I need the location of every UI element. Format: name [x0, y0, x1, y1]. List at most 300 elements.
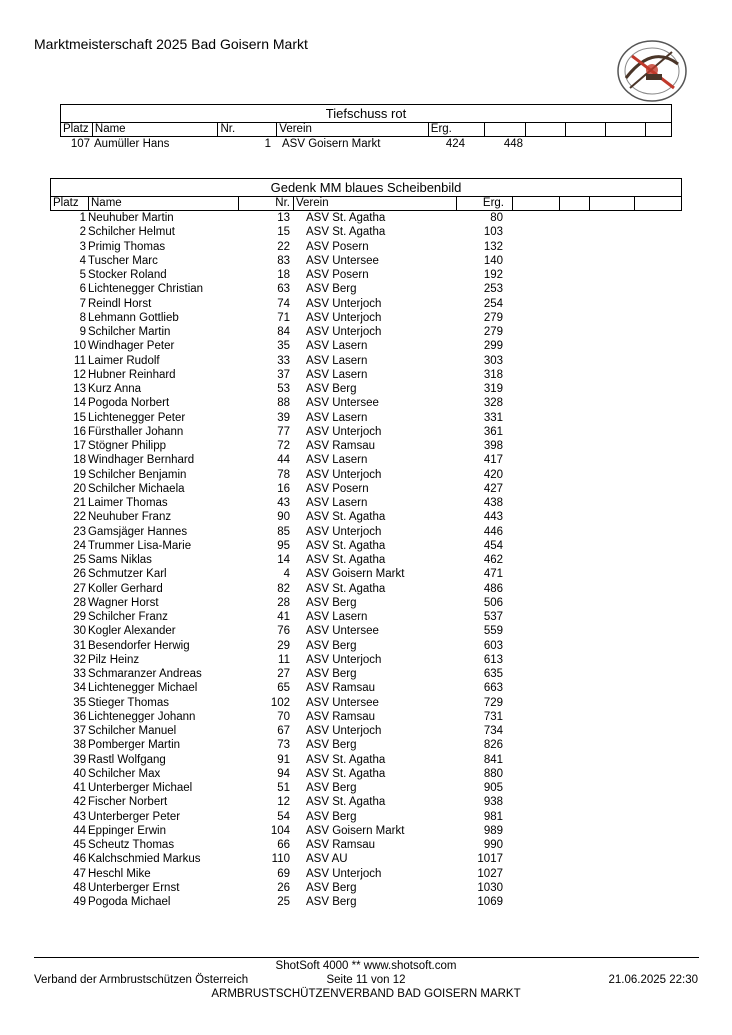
- col-header-nr: Nr.: [239, 197, 294, 210]
- table-row: [50, 824, 682, 838]
- cell-nr: 26: [277, 881, 290, 894]
- cell-name: Pogoda Norbert: [88, 397, 170, 410]
- cell-nr: 16: [277, 482, 290, 495]
- cell-nr: 4: [283, 568, 290, 581]
- cell-name: Fürsthaller Johann: [88, 425, 184, 438]
- cell-platz: 11: [74, 354, 86, 367]
- cell-name: Pogoda Michael: [88, 896, 171, 908]
- cell-verein: ASV Unterjoch: [306, 311, 382, 324]
- cell-name: Scheutz Thomas: [88, 839, 175, 851]
- cell-nr: 78: [277, 468, 290, 481]
- cell-name: Reindl Horst: [88, 297, 152, 310]
- cell-name: Unterberger Ernst: [88, 881, 180, 894]
- cell-name: Tuscher Marc: [88, 254, 158, 267]
- table-row: [50, 453, 682, 467]
- cell-platz: 25: [73, 554, 86, 566]
- cell-name: Kurz Anna: [88, 383, 142, 395]
- cell-name: Stieger Thomas: [88, 696, 169, 709]
- cell-erg: 731: [483, 710, 503, 723]
- footer-club: ARMBRUSTSCHÜTZENVERBAND BAD GOISERN MARKT: [211, 988, 521, 1000]
- section-tiefschuss: [60, 104, 672, 151]
- cell-platz: 6: [79, 283, 86, 296]
- col-header-empty: [513, 197, 560, 210]
- cell-name: Lichtenegger Michael: [88, 682, 198, 695]
- col-header-empty: [646, 123, 671, 136]
- cell-nr: 110: [271, 853, 290, 866]
- cell-name: Lehmann Gottlieb: [88, 311, 179, 324]
- cell-platz: 27: [73, 582, 86, 595]
- cell-nr: 51: [277, 782, 290, 794]
- cell-verein: ASV Untersee: [306, 696, 379, 709]
- table-row: [50, 482, 682, 496]
- cell-verein: ASV Berg: [306, 881, 357, 894]
- cell-verein: ASV Untersee: [306, 397, 379, 410]
- col-header-nr: Nr.: [218, 123, 277, 136]
- cell-erg: 1030: [477, 881, 503, 894]
- cell-verein: ASV Berg: [306, 810, 357, 823]
- cell-verein: ASV Lasern: [306, 354, 368, 367]
- cell-erg: 140: [483, 254, 503, 267]
- cell-name: Lichtenegger Johann: [88, 710, 196, 723]
- cell-platz: 32: [73, 653, 86, 666]
- col-header-name: Name: [93, 123, 219, 136]
- table-row: [50, 496, 682, 510]
- cell-platz: 5: [79, 269, 86, 281]
- cell-platz: 4: [79, 254, 86, 267]
- cell-platz: 17: [73, 440, 86, 452]
- cell-nr: 25: [277, 896, 290, 908]
- cell-verein: ASV Berg: [306, 739, 357, 752]
- cell-name: Stögner Philipp: [88, 440, 166, 452]
- table-row: [50, 624, 682, 638]
- cell-erg: 328: [483, 397, 503, 410]
- section-title: Gedenk MM blaues Scheibenbild: [50, 178, 682, 196]
- cell-nr: 88: [277, 397, 290, 410]
- col-header-empty: [526, 123, 566, 136]
- table-row: [50, 696, 682, 710]
- cell-erg: 663: [483, 682, 503, 695]
- cell-nr: 28: [277, 596, 290, 609]
- cell-erg: 318: [483, 368, 503, 381]
- cell-erg: 192: [483, 269, 503, 281]
- table-row: [50, 411, 682, 425]
- cell-nr: 41: [277, 611, 290, 623]
- footer-divider: [34, 957, 699, 958]
- cell-name: Kalchschmied Markus: [88, 853, 201, 866]
- table-body: [60, 137, 672, 151]
- cell-name: Primig Thomas: [88, 240, 166, 253]
- cell-platz: 24: [73, 539, 86, 552]
- cell-name: Eppinger Erwin: [88, 824, 166, 837]
- cell-verein: ASV Lasern: [306, 411, 368, 424]
- cell-erg: 279: [483, 311, 503, 324]
- cell-erg: 938: [483, 796, 503, 809]
- cell-name: Neuhuber Martin: [88, 212, 174, 224]
- cell-name: Schilcher Benjamin: [88, 468, 187, 481]
- cell-name: Hubner Reinhard: [88, 368, 176, 381]
- cell-platz: 13: [73, 383, 86, 395]
- cell-verein: ASV Posern: [306, 240, 369, 253]
- cell-erg: 1069: [477, 896, 503, 908]
- cell-verein: ASV Unterjoch: [306, 725, 382, 737]
- cell-verein: ASV Berg: [306, 639, 357, 652]
- cell-platz: 12: [73, 368, 86, 381]
- col-header-empty: [606, 123, 646, 136]
- cell-erg: 880: [483, 767, 503, 780]
- cell-erg: 1017: [477, 853, 503, 866]
- cell-erg: 506: [483, 596, 503, 609]
- cell-nr: 22: [277, 240, 290, 253]
- cell-platz: 38: [73, 739, 86, 752]
- cell-name: Lichtenegger Peter: [88, 411, 186, 424]
- cell-verein: ASV Goisern Markt: [306, 568, 405, 581]
- cell-platz: 3: [79, 240, 86, 253]
- cell-nr: 67: [277, 725, 290, 737]
- cell-platz: 2: [79, 226, 86, 239]
- cell-name: Kogler Alexander: [88, 625, 176, 638]
- cell-nr: 69: [277, 867, 290, 880]
- cell-erg: 826: [483, 739, 503, 752]
- cell-platz: 7: [79, 297, 86, 310]
- cell-erg: 427: [483, 482, 503, 495]
- cell-verein: ASV Unterjoch: [306, 867, 382, 880]
- cell-name: Unterberger Michael: [88, 782, 193, 794]
- cell-nr: 1: [264, 138, 271, 150]
- cell-platz: 8: [79, 311, 86, 324]
- col-header-empty: [560, 197, 590, 210]
- cell-platz: 34: [73, 682, 86, 695]
- table-row: [60, 137, 672, 151]
- cell-nr: 44: [277, 454, 290, 467]
- cell-platz: 39: [73, 753, 86, 766]
- cell-verein: ASV Unterjoch: [306, 297, 382, 310]
- cell-erg: 331: [483, 411, 503, 424]
- cell-erg2: 448: [503, 138, 523, 150]
- cell-name: Schilcher Martin: [88, 326, 171, 338]
- cell-erg: 424: [445, 138, 465, 150]
- cell-erg: 905: [483, 782, 503, 794]
- cell-platz: 33: [73, 668, 86, 680]
- table-row: [50, 368, 682, 382]
- table-header: [60, 122, 672, 137]
- cell-name: Laimer Thomas: [88, 497, 168, 509]
- cell-name: Koller Gerhard: [88, 582, 163, 595]
- cell-verein: ASV Berg: [306, 596, 357, 609]
- cell-platz: 9: [79, 326, 86, 338]
- cell-verein: ASV Lasern: [306, 611, 368, 623]
- cell-verein: ASV Lasern: [306, 454, 368, 467]
- cell-erg: 1027: [477, 867, 503, 880]
- cell-verein: ASV St. Agatha: [306, 226, 386, 239]
- cell-platz: 47: [73, 867, 86, 880]
- cell-verein: ASV Unterjoch: [306, 468, 382, 481]
- table-row: [50, 425, 682, 439]
- cell-verein: ASV Berg: [306, 782, 357, 794]
- table-row: [50, 439, 682, 453]
- cell-name: Heschl Mike: [88, 867, 151, 880]
- section-title: Tiefschuss rot: [60, 104, 672, 122]
- cell-name: Schilcher Manuel: [88, 725, 177, 737]
- cell-verein: ASV St. Agatha: [306, 582, 386, 595]
- cell-nr: 54: [277, 810, 290, 823]
- table-row: [50, 268, 682, 282]
- cell-erg: 253: [483, 283, 503, 296]
- cell-name: Lichtenegger Christian: [88, 283, 204, 296]
- cell-name: Schilcher Franz: [88, 611, 168, 623]
- table-row: [50, 225, 682, 239]
- cell-verein: ASV Ramsau: [306, 682, 376, 695]
- cell-name: Laimer Rudolf: [88, 354, 160, 367]
- cell-nr: 95: [277, 539, 290, 552]
- table-row: [50, 781, 682, 795]
- cell-platz: 22: [73, 511, 86, 524]
- table-row: [50, 738, 682, 752]
- cell-verein: ASV St. Agatha: [306, 539, 386, 552]
- cell-nr: 39: [277, 411, 290, 424]
- cell-nr: 72: [277, 440, 290, 452]
- cell-erg: 279: [483, 326, 503, 338]
- cell-nr: 84: [277, 326, 290, 338]
- table-row: [50, 639, 682, 653]
- cell-erg: 471: [483, 568, 503, 581]
- table-body: [50, 211, 682, 909]
- cell-name: Windhager Bernhard: [88, 454, 195, 467]
- cell-nr: 11: [278, 653, 290, 666]
- crossbow-club-logo-icon: [612, 38, 692, 104]
- cell-name: Fischer Norbert: [88, 796, 168, 809]
- table-row: [50, 582, 682, 596]
- cell-name: Schmaranzer Andreas: [88, 668, 202, 680]
- table-row: [50, 596, 682, 610]
- cell-verein: ASV St. Agatha: [306, 767, 386, 780]
- cell-erg: 361: [483, 425, 503, 438]
- cell-platz: 10: [73, 340, 86, 353]
- cell-platz: 36: [73, 710, 86, 723]
- cell-nr: 43: [277, 497, 290, 509]
- table-row: [50, 240, 682, 254]
- table-row: [50, 653, 682, 667]
- cell-verein: ASV Unterjoch: [306, 525, 382, 538]
- cell-verein: ASV Unterjoch: [306, 425, 382, 438]
- cell-erg: 438: [483, 497, 503, 509]
- cell-erg: 103: [483, 226, 503, 239]
- col-header-erg: Erg.: [457, 197, 513, 210]
- cell-platz: 35: [73, 696, 86, 709]
- cell-platz: 15: [73, 411, 86, 424]
- cell-erg: 635: [483, 668, 503, 680]
- cell-verein: ASV Berg: [306, 283, 357, 296]
- table-row: [50, 354, 682, 368]
- table-row: [50, 895, 682, 909]
- cell-erg: 486: [483, 582, 503, 595]
- col-header-verein: Verein: [277, 123, 428, 136]
- cell-nr: 15: [277, 226, 290, 239]
- footer-page-info: Seite 11 von 12: [326, 974, 406, 986]
- cell-erg: 613: [483, 653, 503, 666]
- cell-verein: ASV Unterjoch: [306, 326, 382, 338]
- cell-nr: 73: [277, 739, 290, 752]
- cell-platz: 29: [73, 611, 86, 623]
- cell-nr: 35: [277, 340, 290, 353]
- table-row: [50, 767, 682, 781]
- cell-nr: 70: [277, 710, 290, 723]
- cell-platz: 48: [73, 881, 86, 894]
- table-row: [50, 852, 682, 866]
- cell-name: Schilcher Max: [88, 767, 161, 780]
- cell-verein: ASV Ramsau: [306, 710, 376, 723]
- cell-name: Unterberger Peter: [88, 810, 181, 823]
- cell-nr: 91: [277, 753, 290, 766]
- cell-name: Wagner Horst: [88, 596, 159, 609]
- cell-name: Schilcher Helmut: [88, 226, 175, 239]
- cell-nr: 13: [277, 212, 290, 224]
- cell-nr: 33: [277, 354, 290, 367]
- footer-software: ShotSoft 4000 ** www.shotsoft.com: [275, 960, 457, 972]
- cell-platz: 20: [73, 482, 86, 495]
- cell-verein: ASV St. Agatha: [306, 554, 386, 566]
- table-row: [50, 567, 682, 581]
- cell-platz: 14: [73, 397, 86, 410]
- cell-name: Pilz Heinz: [88, 653, 140, 666]
- cell-platz: 45: [73, 839, 86, 851]
- cell-erg: 454: [483, 539, 503, 552]
- cell-verein: ASV Unterjoch: [306, 653, 382, 666]
- cell-platz: 44: [73, 824, 86, 837]
- table-row: [50, 254, 682, 268]
- col-header-empty: [635, 197, 681, 210]
- cell-platz: 49: [73, 896, 86, 908]
- cell-erg: 989: [483, 824, 503, 837]
- cell-name: Stocker Roland: [88, 269, 167, 281]
- cell-platz: 23: [73, 525, 86, 538]
- cell-platz: 31: [73, 639, 86, 652]
- table-row: [50, 810, 682, 824]
- cell-erg: 254: [483, 297, 503, 310]
- cell-nr: 90: [277, 511, 290, 524]
- cell-nr: 83: [277, 254, 290, 267]
- cell-nr: 104: [270, 824, 290, 837]
- cell-verein: ASV Ramsau: [306, 440, 376, 452]
- table-row: [50, 468, 682, 482]
- cell-erg: 981: [483, 810, 503, 823]
- table-row: [50, 311, 682, 325]
- col-header-platz: Platz: [61, 123, 93, 136]
- cell-platz: 37: [73, 725, 86, 737]
- cell-platz: 43: [73, 810, 86, 823]
- cell-platz: 26: [73, 568, 86, 581]
- table-row: [50, 525, 682, 539]
- cell-nr: 71: [277, 311, 290, 324]
- cell-verein: ASV St. Agatha: [306, 796, 386, 809]
- cell-nr: 76: [277, 625, 290, 638]
- col-header-name: Name: [89, 197, 239, 210]
- cell-name: Besendorfer Herwig: [88, 639, 190, 652]
- cell-erg: 537: [483, 611, 503, 623]
- col-header-empty: [485, 123, 527, 136]
- table-row: [50, 553, 682, 567]
- cell-verein: ASV Posern: [306, 482, 369, 495]
- cell-verein: ASV Lasern: [306, 340, 368, 353]
- table-row: [50, 667, 682, 681]
- cell-name: Schilcher Michaela: [88, 482, 185, 495]
- cell-name: Neuhuber Franz: [88, 511, 172, 524]
- cell-erg: 420: [483, 468, 503, 481]
- cell-nr: 94: [277, 767, 290, 780]
- cell-verein: ASV Lasern: [306, 497, 368, 509]
- cell-verein: ASV Berg: [306, 383, 357, 395]
- table-row: [50, 838, 682, 852]
- cell-platz: 41: [73, 782, 86, 794]
- cell-platz: 40: [73, 767, 86, 780]
- cell-verein: ASV St. Agatha: [306, 753, 386, 766]
- cell-name: Aumüller Hans: [94, 138, 170, 150]
- col-header-empty: [566, 123, 606, 136]
- table-row: [50, 867, 682, 881]
- cell-erg: 734: [483, 725, 503, 737]
- cell-erg: 729: [483, 696, 503, 709]
- cell-erg: 132: [483, 240, 503, 253]
- cell-erg: 446: [483, 525, 503, 538]
- cell-verein: ASV Berg: [306, 668, 357, 680]
- cell-platz: 107: [70, 138, 90, 150]
- cell-name: Windhager Peter: [88, 340, 175, 353]
- cell-nr: 77: [277, 425, 290, 438]
- cell-nr: 63: [277, 283, 290, 296]
- cell-erg: 990: [483, 839, 503, 851]
- cell-platz: 30: [73, 625, 86, 638]
- cell-name: Trummer Lisa-Marie: [88, 539, 192, 552]
- cell-nr: 29: [277, 639, 290, 652]
- table-row: [50, 382, 682, 396]
- table-row: [50, 325, 682, 339]
- table-row: [50, 681, 682, 695]
- cell-platz: 21: [73, 497, 86, 509]
- cell-nr: 27: [277, 668, 290, 680]
- table-row: [50, 510, 682, 524]
- cell-erg: 80: [490, 212, 503, 224]
- cell-nr: 37: [277, 368, 290, 381]
- table-row: [50, 724, 682, 738]
- cell-nr: 12: [277, 796, 290, 809]
- cell-nr: 65: [277, 682, 290, 695]
- cell-verein: ASV Posern: [306, 269, 369, 281]
- cell-erg: 303: [483, 354, 503, 367]
- cell-verein: ASV AU: [306, 853, 348, 866]
- cell-erg: 462: [483, 554, 503, 566]
- col-header-erg: Erg.: [429, 123, 485, 136]
- cell-name: Gamsjäger Hannes: [88, 525, 188, 538]
- cell-verein: ASV Goisern Markt: [282, 138, 381, 150]
- cell-platz: 16: [73, 425, 86, 438]
- cell-name: Schmutzer Karl: [88, 568, 167, 581]
- cell-name: Pomberger Martin: [88, 739, 181, 752]
- table-row: [50, 282, 682, 296]
- col-header-platz: Platz: [51, 197, 89, 210]
- cell-erg: 319: [483, 383, 503, 395]
- footer-datetime: 21.06.2025 22:30: [608, 974, 698, 986]
- table-row: [50, 396, 682, 410]
- cell-nr: 53: [277, 383, 290, 395]
- cell-name: Sams Niklas: [88, 554, 152, 566]
- table-row: [50, 795, 682, 809]
- table-row: [50, 297, 682, 311]
- cell-nr: 14: [277, 554, 290, 566]
- cell-verein: ASV Berg: [306, 896, 357, 908]
- cell-nr: 74: [277, 297, 290, 310]
- cell-erg: 417: [483, 454, 503, 467]
- cell-nr: 85: [277, 525, 290, 538]
- cell-platz: 42: [73, 796, 86, 809]
